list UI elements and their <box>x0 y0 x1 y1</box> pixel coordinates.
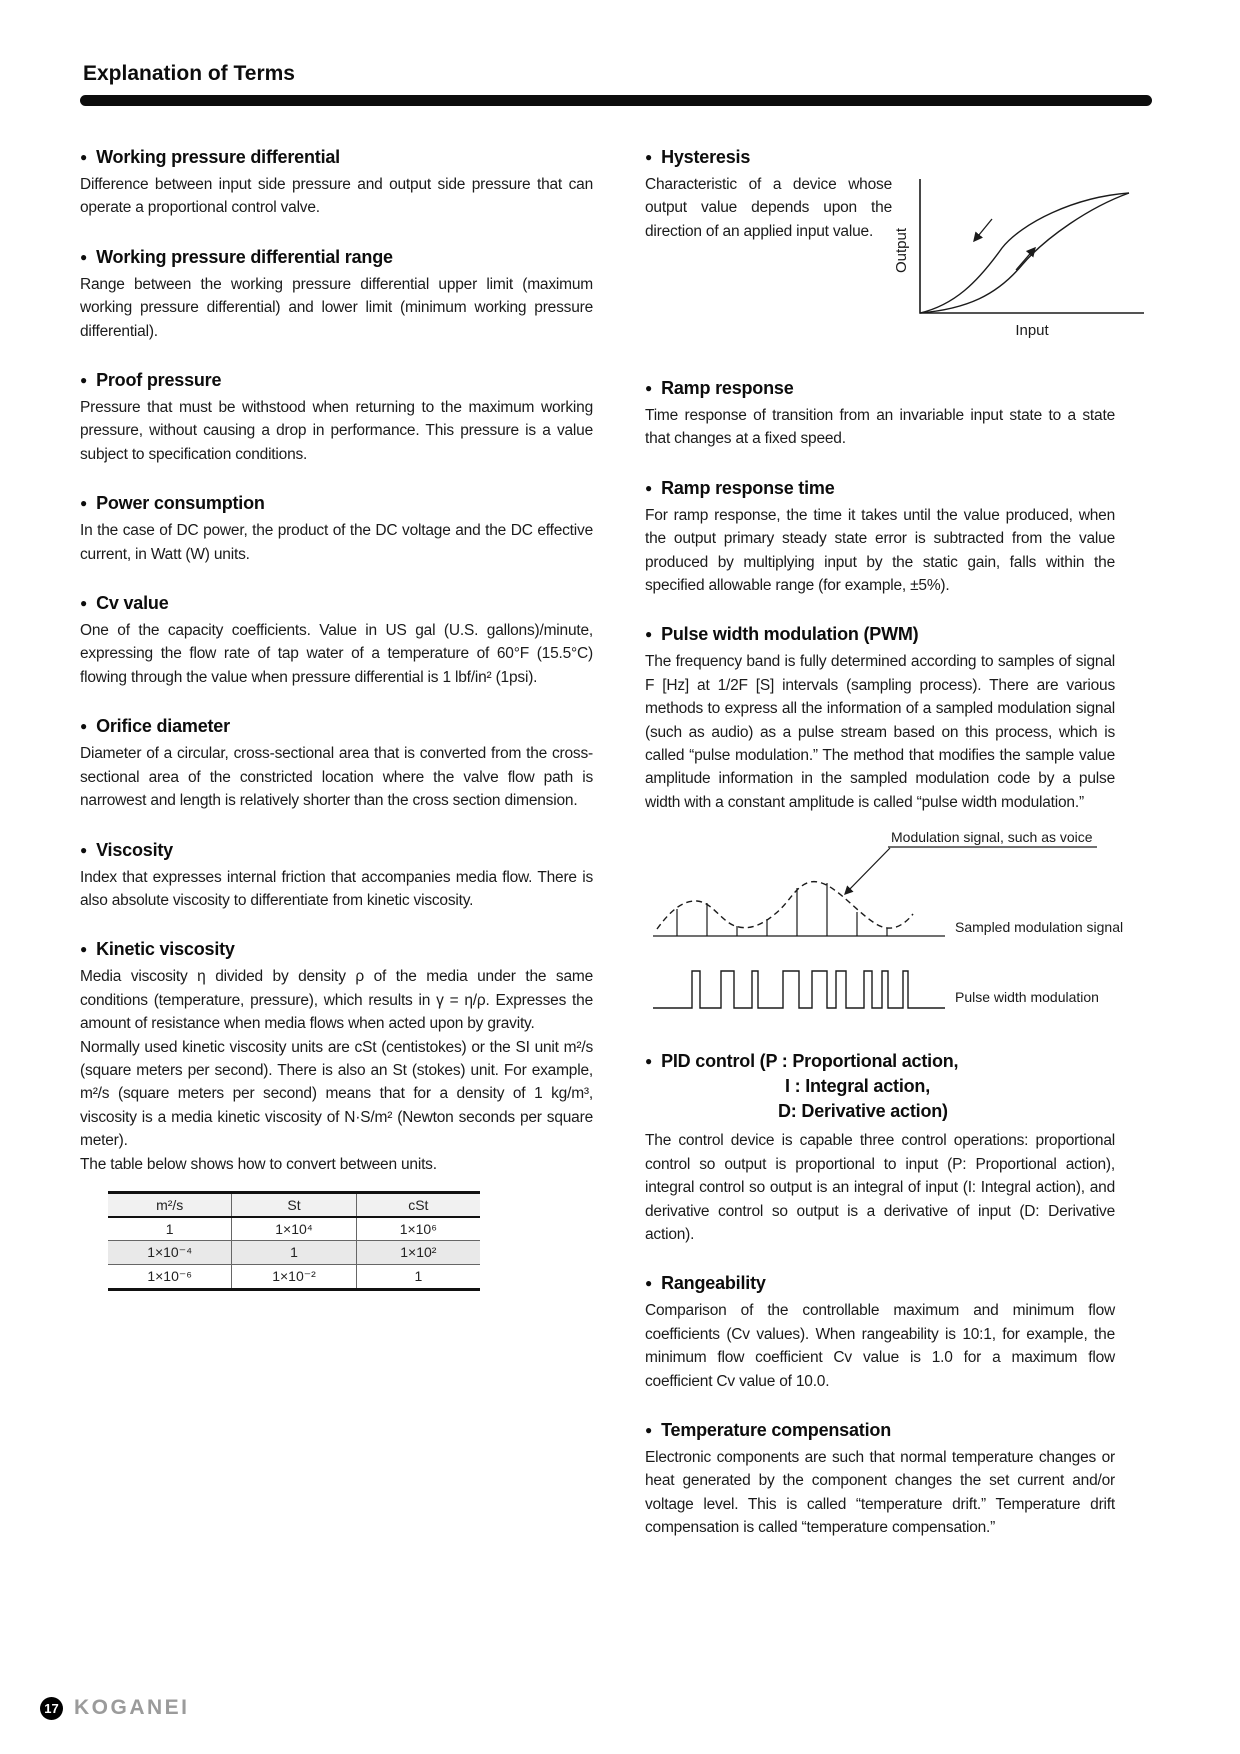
bullet-icon: ● <box>645 1422 653 1437</box>
arrow-up-icon <box>1016 248 1035 270</box>
bullet-icon: ● <box>80 719 88 734</box>
section-ramp-response <box>645 377 1152 451</box>
bullet-icon: ● <box>645 480 653 495</box>
table-header-cell: St <box>232 1192 356 1217</box>
term-heading <box>645 477 1152 499</box>
hysteresis-block <box>645 173 1152 351</box>
term-heading <box>645 1272 1152 1294</box>
bullet-icon: ● <box>645 1054 653 1069</box>
term-label: Working pressure differential range <box>96 246 393 267</box>
table-header-row <box>108 1192 480 1217</box>
term-body: Range between the working pressure differential upper limit (maximum working pressure differential) and lower limit (minimum working pressure differential). <box>80 275 593 340</box>
page-title: Explanation of Terms <box>83 62 295 85</box>
section-pwm <box>645 623 1152 1023</box>
term-body: In the case of DC power, the product of the DC voltage and the DC effective current, in Watt (W) units. <box>80 522 593 563</box>
pid-heading-line2: I : Integral action, <box>785 1076 931 1097</box>
table-cell: 1×10² <box>356 1240 480 1264</box>
term-heading <box>645 1419 1152 1441</box>
term-body: The control device is capable three control operations: proportional control so output is proportional to input (P: Proportional action), integral control so output is an integral of input (I: Integral action), and derivative control so output is a derivative of input (D: Derivative action). <box>645 1132 1115 1243</box>
table-cell: 1 <box>232 1240 356 1264</box>
content-columns <box>80 120 1152 1540</box>
unit-conversion-table <box>108 1191 480 1291</box>
right-column <box>645 120 1152 1540</box>
term-label: Temperature compensation <box>661 1419 891 1440</box>
section-pid-control <box>645 1049 1152 1246</box>
term-label: Ramp response time <box>661 477 835 498</box>
term-heading <box>80 938 593 960</box>
table-header-cell: m²/s <box>108 1192 232 1217</box>
sample-lines <box>677 883 887 936</box>
term-heading <box>645 1049 1152 1124</box>
term-heading <box>645 377 1152 399</box>
table-row <box>108 1264 480 1289</box>
term-label: Orifice diameter <box>96 716 230 737</box>
term-label: Working pressure differential <box>96 147 340 167</box>
term-heading <box>80 715 593 737</box>
pulse-width-label: Pulse width modulation <box>955 989 1099 1006</box>
page-header <box>83 62 1153 86</box>
table-cell: 1×10⁻² <box>232 1264 356 1289</box>
table-header-cell: cSt <box>356 1192 480 1217</box>
term-body: Time response of transition from an invariable input state to a state that changes at a fixed speed. <box>645 407 1115 448</box>
bullet-icon: ● <box>80 942 88 957</box>
page-footer <box>40 1696 190 1720</box>
term-label: PID control (P : Proportional action, <box>661 1051 959 1072</box>
table-cell: 1×10⁶ <box>356 1217 480 1241</box>
sampled-signal-label: Sampled modulation signal <box>955 919 1124 936</box>
term-body: Electronic components are such that normal temperature changes or heat generated by the component changes the set current and/or voltage level. This is called “temperature drift.” Temperature drift compensation is called “temperature compensation.” <box>645 1448 1115 1537</box>
table-row <box>108 1217 480 1241</box>
section-viscosity <box>80 839 593 913</box>
term-body: The frequency band is fully determined according to samples of signal F [Hz] at 1/2F [S] intervals (sampling process). There are various methods to express all the information of a sampled modulation signal (such as audio) as a pulse stream based on this process, which is called “pulse modulation.” The method that modifies the sample value amplitude information in the sampled modulation code by a pulse width with a constant amplitude is called “pulse width modulation.” <box>645 653 1115 811</box>
term-heading <box>80 246 593 268</box>
bullet-icon: ● <box>645 1276 653 1291</box>
section-rangeability <box>645 1272 1152 1393</box>
term-heading <box>645 146 1152 168</box>
term-heading <box>80 146 593 168</box>
term-body: Index that expresses internal friction that accompanies media flow. There is also absolute viscosity to differentiate from kinetic viscosity. <box>80 868 593 909</box>
hysteresis-graph <box>892 173 1152 351</box>
graph-axes <box>920 179 1144 313</box>
modulation-signal-label: Modulation signal, such as voice <box>891 829 1093 846</box>
term-body: Characteristic of a device whose output value depends upon the direction of an applied input value. <box>645 176 892 240</box>
bullet-icon: ● <box>80 596 88 611</box>
term-body: For ramp response, the time it takes until the value produced, when the output primary steady state error is subtracted from the value produced by multiplying input by the static gain, falls within the specified allowable range (for example, ±5%). <box>645 506 1115 595</box>
term-body: Normally used kinetic viscosity units are cSt (centistokes) or the SI unit m²/s (square meters per second). There is also an St (stokes) unit. For example, m²/s (square meters per second) means that for a density of 1 kg/m³, viscosity is a media kinetic viscosity of N·S/m² (Newton seconds per square meter). <box>80 1038 593 1150</box>
koganei-logo: KOGANEI <box>74 1696 190 1719</box>
term-body: One of the capacity coefficients. Value in US gal (U.S. gallons)/minute, expressing the flow rate of tap water of a temperature of 60°F (15.5°C) flowing through the value when pressure differential is 1 lbf/in² (1psi). <box>80 622 593 686</box>
section-working-pressure-differential <box>80 146 593 220</box>
bullet-icon: ● <box>80 842 88 857</box>
section-working-pressure-differential-range <box>80 246 593 343</box>
pulse-train <box>653 971 945 1008</box>
left-column <box>80 120 593 1291</box>
section-cv-value <box>80 592 593 689</box>
term-label: Kinetic viscosity <box>96 939 235 960</box>
term-label: Rangeability <box>661 1273 766 1294</box>
bullet-icon: ● <box>645 381 653 395</box>
term-label: Viscosity <box>96 839 173 860</box>
bullet-icon: ● <box>645 627 653 642</box>
term-label: Ramp response <box>661 378 794 398</box>
term-body: Diameter of a circular, cross-sectional area that is converted from the cross-sectional area of the constricted location where the valve flow path is narrowest and length is relatively shorter than the cross section dimension. <box>80 745 593 810</box>
term-body: The table below shows how to convert between units. <box>80 1155 437 1173</box>
callout-arrow-icon <box>845 848 890 894</box>
term-label: Hysteresis <box>661 147 751 167</box>
section-power-consumption <box>80 492 593 566</box>
section-temperature-compensation <box>645 1419 1152 1540</box>
bullet-icon: ● <box>80 150 88 164</box>
hysteresis-curve-lower <box>920 193 1129 313</box>
bullet-icon: ● <box>80 373 88 388</box>
table-row <box>108 1240 480 1264</box>
pwm-diagram <box>645 826 1152 1018</box>
section-proof-pressure <box>80 369 593 466</box>
table-cell: 1×10⁻⁶ <box>108 1264 232 1289</box>
term-heading <box>80 592 593 614</box>
arrow-down-icon <box>974 219 992 241</box>
term-label: Cv value <box>96 593 169 614</box>
term-body: Pressure that must be withstood when returning to the maximum working pressure, without causing a drop in performance. This pressure is a value subject to specification conditions. <box>80 399 593 463</box>
bullet-icon: ● <box>80 249 88 264</box>
table-cell: 1×10⁴ <box>232 1217 356 1241</box>
term-label: Power consumption <box>96 493 265 514</box>
pid-heading-line1 <box>645 1049 1152 1074</box>
section-kinetic-viscosity <box>80 938 593 1291</box>
term-label: Pulse width modulation (PWM) <box>661 624 919 645</box>
term-body: Media viscosity η divided by density ρ of the media under the same conditions (temperature, pressure), which results in γ = η/ρ. Expresses the amount of resistance when media flows when acted upon by gravity. <box>80 968 593 1033</box>
table-cell: 1 <box>356 1264 480 1289</box>
hysteresis-curve-upper <box>920 193 1129 313</box>
page-number-badge: 17 <box>40 1697 63 1720</box>
table-cell: 1×10⁻⁴ <box>108 1240 232 1264</box>
term-body: Comparison of the controllable maximum and minimum flow coefficients (Cv values). When rangeability is 10:1, for example, the minimum flow coefficient Cv value is 1.0 for a maximum flow coefficient Cv value of 10.0. <box>645 1302 1115 1390</box>
section-orifice-diameter <box>80 715 593 812</box>
title-rule <box>80 95 1152 106</box>
term-heading <box>80 492 593 514</box>
term-label: Proof pressure <box>96 370 222 391</box>
term-heading <box>80 369 593 391</box>
modulation-curve <box>657 882 913 929</box>
section-hysteresis <box>645 146 1152 351</box>
table-cell: 1 <box>108 1217 232 1241</box>
term-heading <box>645 623 1152 645</box>
pid-heading-line3: D: Derivative action) <box>778 1101 948 1122</box>
output-axis-label: Output <box>893 227 910 273</box>
term-body: Difference between input side pressure and output side pressure that can operate a proportional control valve. <box>80 176 593 217</box>
input-axis-label: Input <box>1015 322 1049 339</box>
bullet-icon: ● <box>80 496 88 511</box>
section-ramp-response-time <box>645 477 1152 598</box>
term-heading <box>80 839 593 861</box>
bullet-icon: ● <box>645 150 653 164</box>
